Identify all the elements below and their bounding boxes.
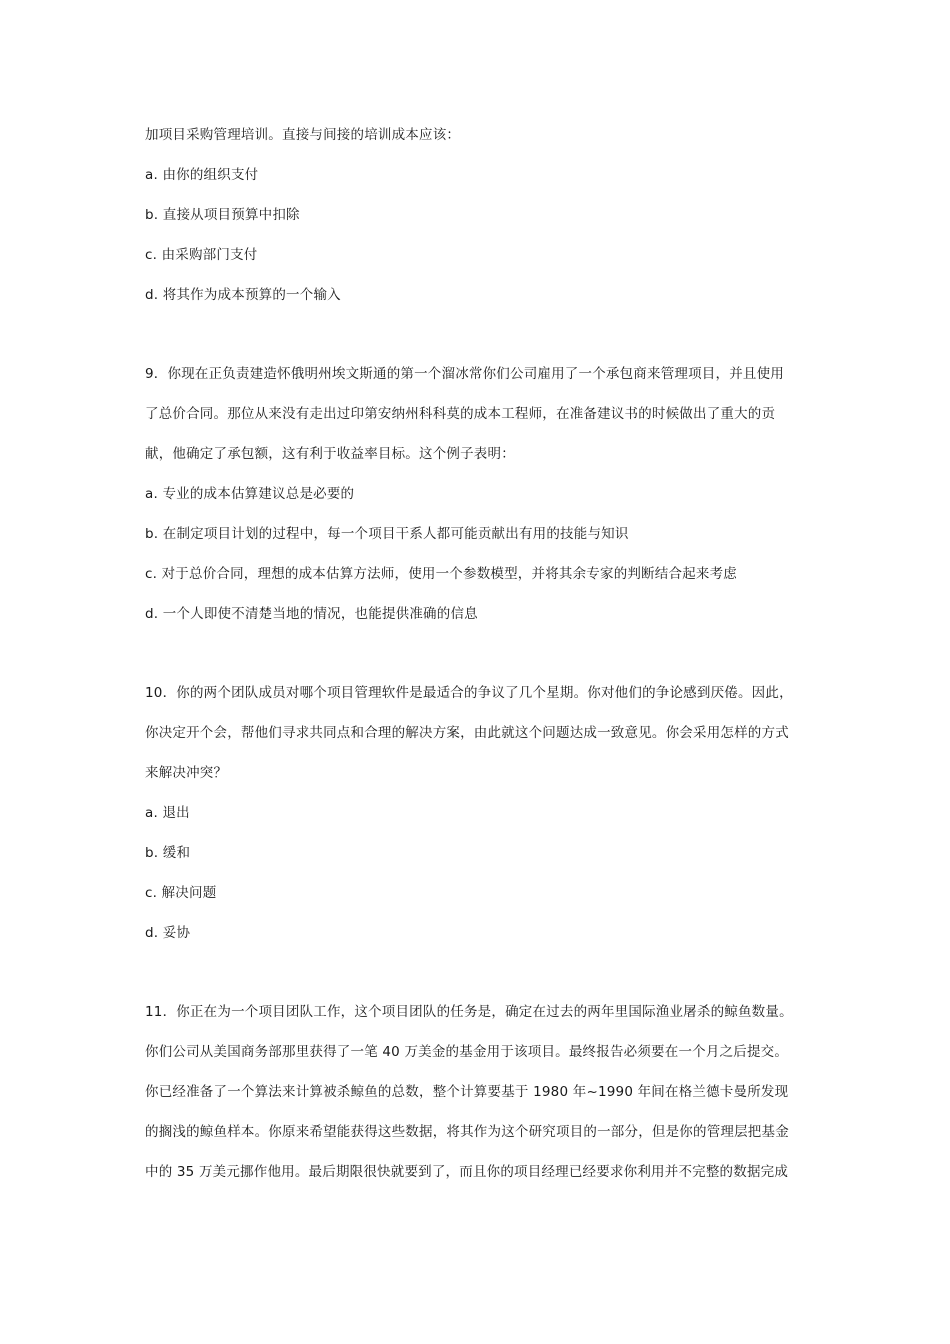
q9-option-a: a. 专业的成本估算建议总是必要的 — [145, 486, 355, 502]
q9-option-c: c. 对于总价合同，理想的成本估算方法师，使用一个参数模型，并将其余专家的判断结合起来考虑 — [145, 566, 738, 582]
q10-text-line-3: 来解决冲突？ — [145, 765, 228, 781]
q11-text-line-5: 中的 35 万美元挪作他用。最后期限很快就要到了，而且你的项目经理已经要求你利用并不完整的数据完成 — [145, 1164, 789, 1180]
q10-option-d: d. 妥协 — [145, 925, 191, 941]
intro-option-b: b. 直接从项目预算中扣除 — [145, 207, 300, 223]
q9-text-line-1: 9．你现在正负责建造怀俄明州埃文斯通的第一个溜冰常你们公司雇用了一个承包商来管理项目，并且使用 — [145, 366, 784, 382]
q10-text-line-2: 你决定开个会，帮他们寻求共同点和合理的解决方案，由此就这个问题达成一致意见。你会采用怎样的方式 — [145, 725, 789, 741]
q10-option-c: c. 解决问题 — [145, 885, 217, 901]
q10-option-a: a. 退出 — [145, 805, 190, 821]
intro-text-line: 加项目采购管理培训。直接与间接的培训成本应该： — [145, 127, 461, 143]
q9-option-b: b. 在制定项目计划的过程中，每一个项目干系人都可能贡献出有用的技能与知识 — [145, 526, 629, 542]
intro-option-d: d. 将其作为成本预算的一个输入 — [145, 287, 341, 303]
q9-text-line-3: 献，他确定了承包额，这有利于收益率目标。这个例子表明： — [145, 446, 515, 462]
q11-text-line-1: 11．你正在为一个项目团队工作，这个项目团队的任务是，确定在过去的两年里国际渔业屠杀的鲸鱼数量。 — [145, 1004, 793, 1020]
q10-text-line-1: 10．你的两个团队成员对哪个项目管理软件是最适合的争议了几个星期。你对他们的争论感到厌倦。因此， — [145, 685, 793, 701]
q11-text-line-4: 的搁浅的鲸鱼样本。你原来希望能获得这些数据，将其作为这个研究项目的一部分，但是你的管理层把基金 — [145, 1124, 789, 1140]
q11-text-line-3: 你已经准备了一个算法来计算被杀鲸鱼的总数，整个计算要基于 1980 年~1990 年间在格兰德卡曼所发现 — [145, 1084, 789, 1100]
q9-option-d: d. 一个人即使不清楚当地的情况，也能提供准确的信息 — [145, 606, 478, 622]
q10-option-b: b. 缓和 — [145, 845, 191, 861]
intro-option-c: c. 由采购部门支付 — [145, 247, 258, 263]
q11-text-line-2: 你们公司从美国商务部那里获得了一笔 40 万美金的基金用于该项目。最终报告必须要在一个月之后提交。 — [145, 1044, 789, 1060]
intro-option-a: a. 由你的组织支付 — [145, 167, 259, 183]
q9-text-line-2: 了总价合同。那位从来没有走出过印第安纳州科科莫的成本工程师，在准备建议书的时候做出了重大的贡 — [145, 406, 776, 422]
